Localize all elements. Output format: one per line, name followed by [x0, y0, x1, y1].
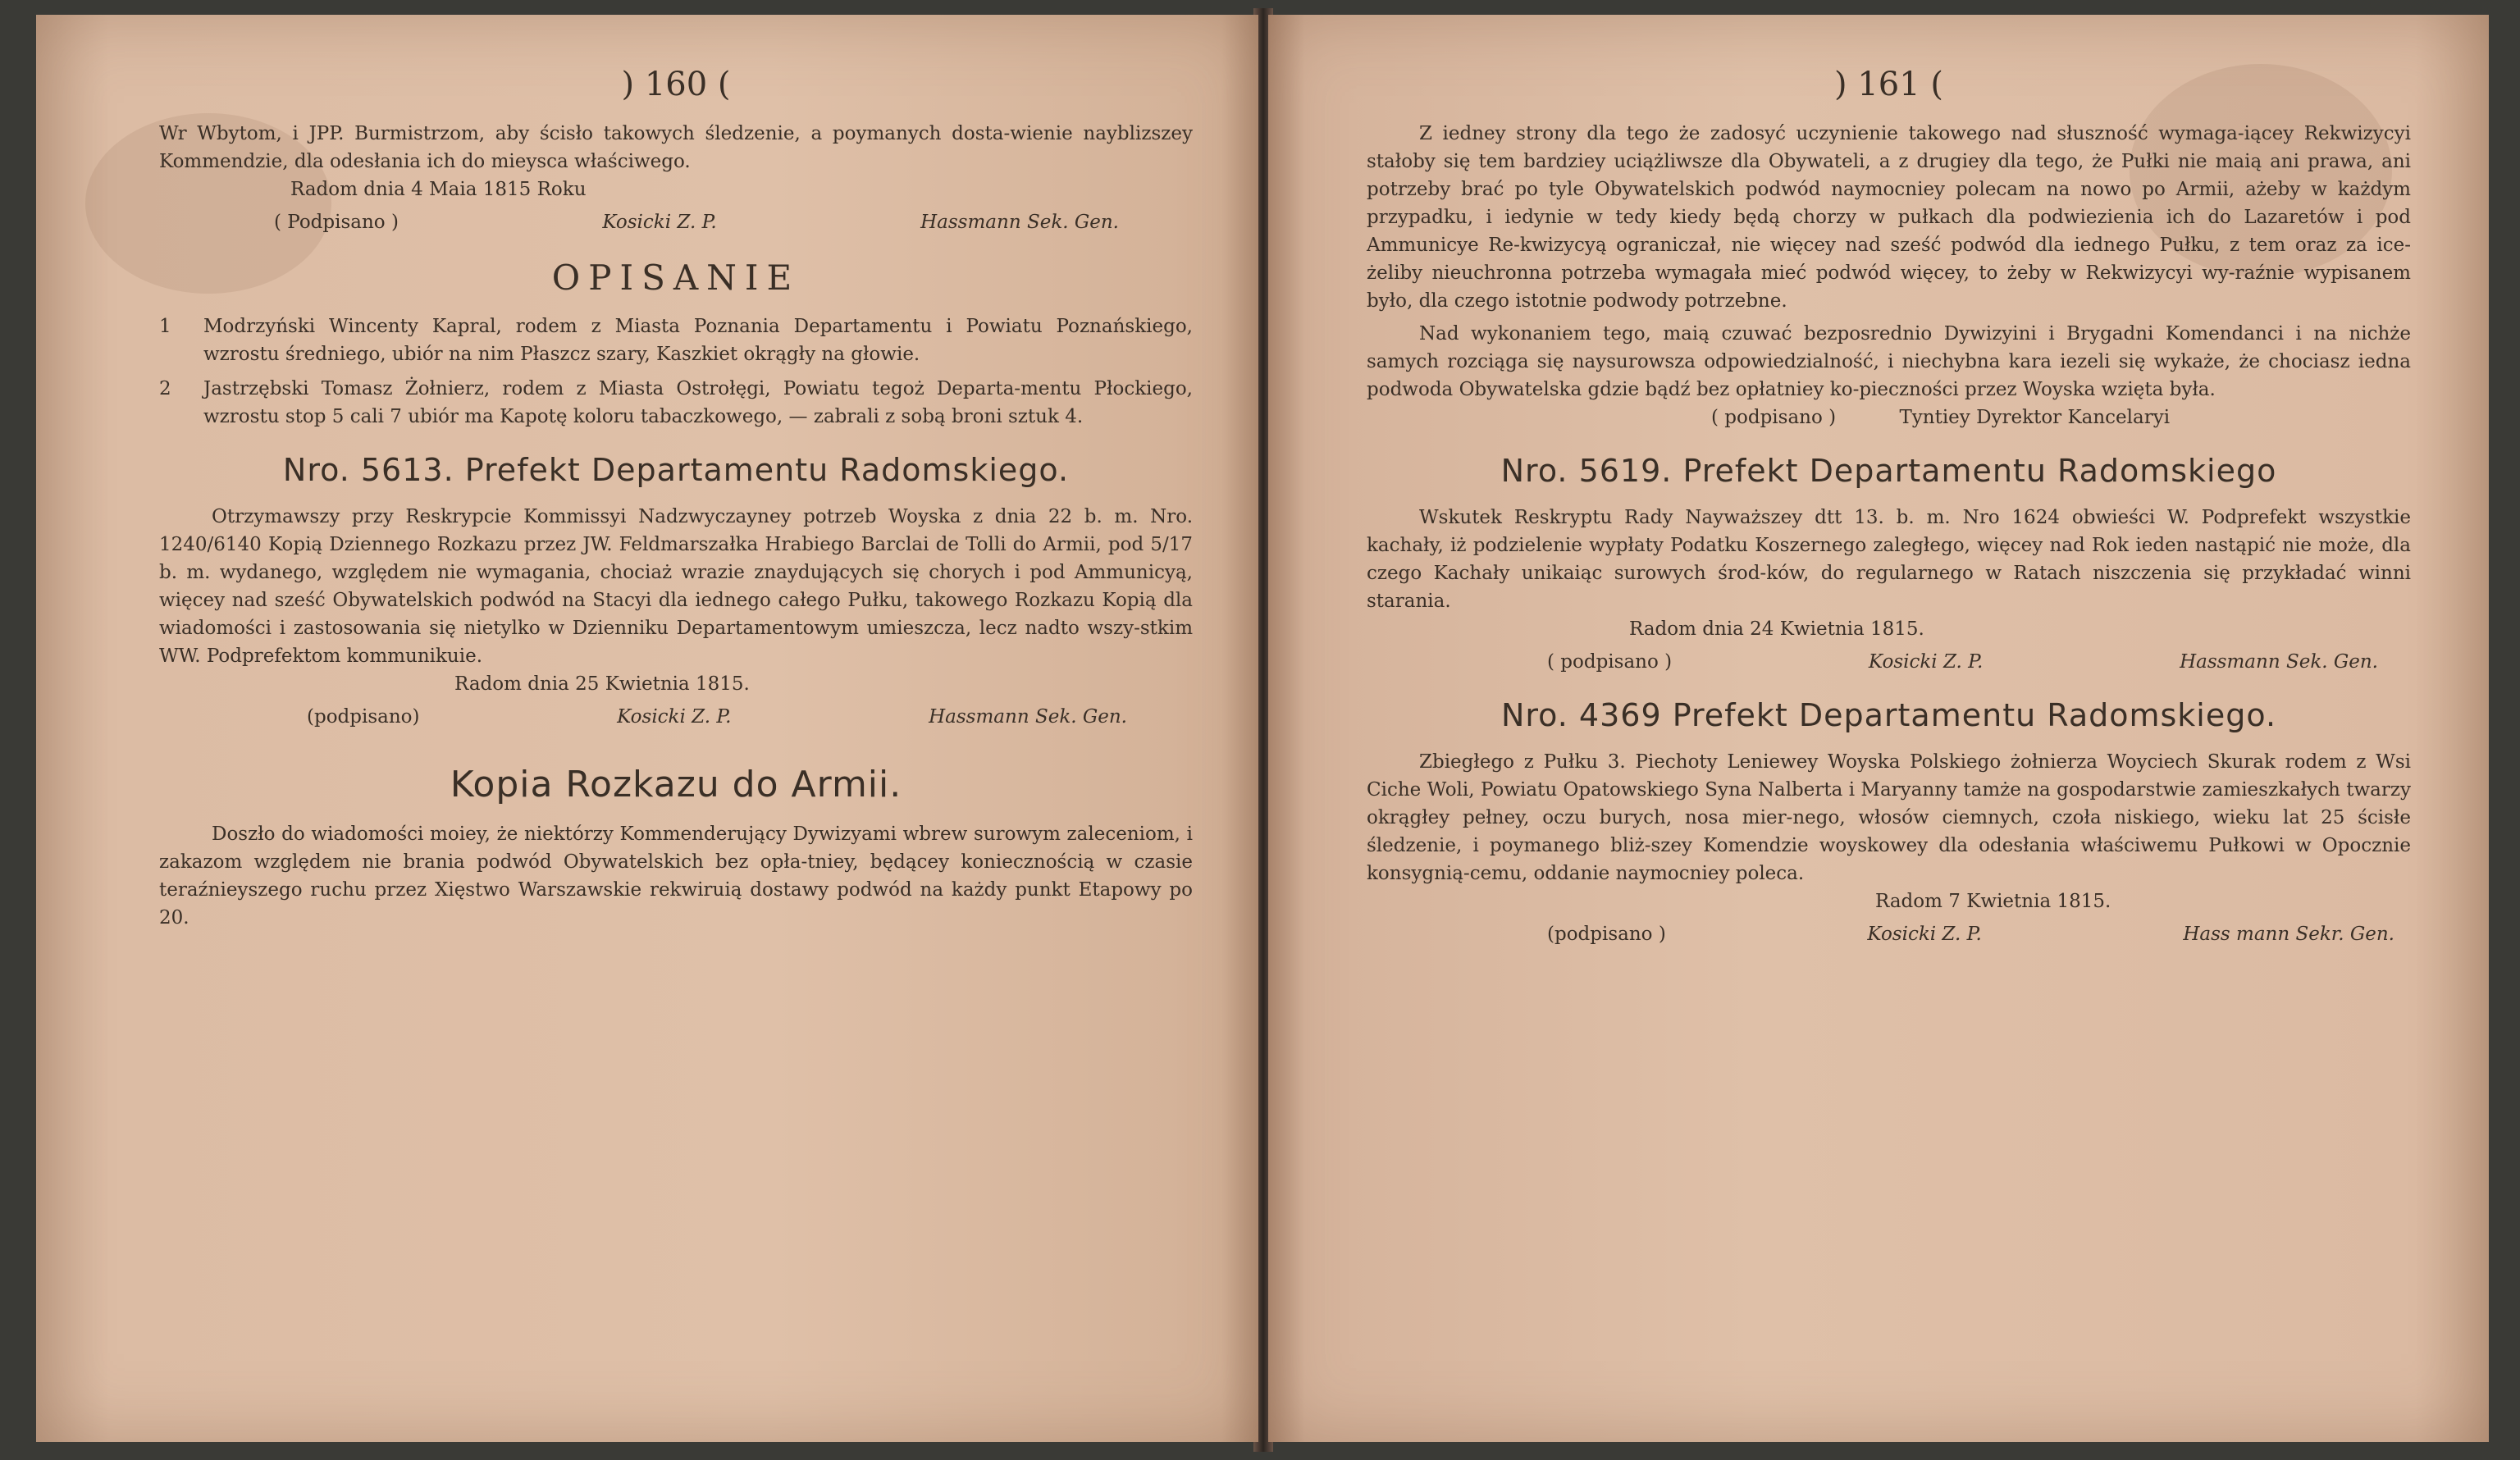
signature-line — [1367, 404, 2411, 431]
paragraph: Z iedney strony dla tego że zadosyć uczynienie takowego nad słuszność wymaga-iącey Rekwizycyi stałoby się tem bardziey uciążliwsze dla Obywateli, a z drugiey dla tego, że Pułki nie maią ani prawa, ani potrzeby brać po tyle Obywatelskich podwód naymocniey polecam na nowo po Armii, ażeby w każdym przypadku, i iedynie w tedy kiedy będą chorzy w pułkach dla podwiezienia ich do Lazaretów i pod Ammunicye Re-kwizycyą ograniczał, nie więcey nad sześć podwód dla iednego Pułku, z tem oraz za ice-żeliby nieuchronna potrzeba wymagała mieć podwód więcey, to żeby w Rekwizycyi wy-raźnie wypisanem było, dla czego istotnie podwody potrzebne. — [1367, 123, 2411, 312]
section-title: Nro. 5619. Prefekt Departamentu Radomskiego — [1500, 453, 2277, 489]
date-line: Radom dnia 24 Kwietnia 1815. — [1629, 618, 1924, 640]
signature-prefect: Kosicki Z. P. — [617, 706, 732, 728]
signature-line — [1367, 920, 2411, 948]
signature-podpisano: ( podpisano ) — [1547, 651, 1673, 673]
signature-line — [159, 208, 1193, 236]
signature-director: Tyntiey Dyrektor Kancelaryi — [1899, 407, 2171, 428]
kopia-title: Kopia Rozkazu do Armii. — [450, 764, 902, 805]
signature-podpisano: (podpisano ) — [1547, 924, 1666, 945]
section-body: Zbiegłego z Pułku 3. Piechoty Leniewey Woyska Polskiego żołnierza Woyciech Skurak rodem z Wsi Ciche Woli, Powiatu Opatowskiego Syna Nalberta i Maryanny tamże na gospodarstwie zamieszkałych twarzy okrągłey pełney, oczu burych, nosa mier-nego, włosów ciemnych, czoła niskiego, wieku lat 25 ścisłe śledzenie, i poymanego bliż-szey Komendzie woyskowey dla odesłania właściwemu Pułkowi w Opocznie konsygnią-cemu, oddanie naymocniey poleca. — [1367, 751, 2411, 884]
date-line: Radom dnia 4 Maia 1815 Roku — [290, 179, 587, 200]
section-body: Wskutek Reskryptu Rady Nayważszey dtt 13. b. m. Nro 1624 obwieści W. Podprefekt wszystkie kachały, iż podzielenie wypłaty Podatku Koszernego zaległego, więcey nad Rok ieden nastąpić nie może, dla czego Kachały unikaiąc surowych środ-ków, do regularnego w Ratach niszczenia się przykładać winni starania. — [1367, 507, 2411, 612]
signature-secretary: Hass mann Sekr. Gen. — [2183, 924, 2394, 945]
list-item — [159, 375, 1193, 431]
list-item-number: 1 — [159, 316, 171, 337]
list-item-number: 2 — [159, 378, 171, 399]
signature-line — [159, 703, 1193, 731]
signature-secretary: Hassmann Sek. Gen. — [929, 706, 1127, 728]
signature-podpisano: (podpisano) — [307, 706, 420, 728]
signature-prefect: Kosicki Z. P. — [1868, 651, 1984, 673]
section-title: Nro. 5613. Prefekt Departamentu Radomskiego. — [282, 452, 1070, 488]
list-item-text: Jastrzębski Tomasz Żołnierz, rodem z Miasta Ostrołęgi, Powiatu tegoż Departa-mentu Płockiego, wzrostu stop 5 cali 7 ubiór ma Kapotę koloru tabaczkowego, — zabrali z sobą broni sztuk 4. — [203, 378, 1193, 427]
list-item-text: Modrzyński Wincenty Kapral, rodem z Miasta Poznania Departamentu i Powiatu Poznańskiego, wzrostu średniego, ubiór na nim Płaszcz szary, Kaszkiet okrągły na głowie. — [203, 316, 1193, 365]
signature-prefect: Kosicki Z. P. — [1867, 924, 1982, 945]
date-line: Radom dnia 25 Kwietnia 1815. — [454, 673, 750, 695]
signature-secretary: Hassmann Sek. Gen. — [2180, 651, 2378, 673]
section-body: Otrzymawszy przy Reskrypcie Kommissyi Nadzwyczayney potrzeb Woyska z dnia 22 b. m. Nro. 1240/6140 Kopią Dziennego Rozkazu przez JW. Feldmarszałka Hrabiego Barclai de Tolli do Armii, pod 5/17 b. m. wydanego, względem nie wymagania, chociaż wrazie znaydujących się chorych i pod Ammunicyą, więcey nad sześć Obywatelskich podwód na Stacyi dla iednego całego Pułku, takowego Rozkazu Kopią dla wiadomości i zastosowania się nietylko w Dzienniku Departamentowym umieszcza, lecz nadto wszy-stkim WW. Podprefektom kommunikuie. — [159, 506, 1193, 667]
right-page-content — [1367, 56, 2411, 1409]
left-page — [36, 15, 1258, 1442]
page-number: ) 161 ( — [1834, 66, 1943, 103]
signature-prefect: Kosicki Z. P. — [602, 212, 717, 233]
signature-line — [1367, 648, 2411, 676]
section-title: Nro. 4369 Prefekt Departamentu Radomskiego. — [1500, 697, 2277, 733]
page-number: ) 160 ( — [621, 66, 731, 103]
left-page-content — [159, 56, 1193, 1409]
signature-podpisano: ( podpisano ) — [1711, 407, 1837, 428]
date-line: Radom 7 Kwietnia 1815. — [1875, 891, 2111, 912]
kopia-body: Doszło do wiadomości moiey, że niektórzy Kommenderujący Dywizyami wbrew surowym zaleceniom, i zakazom względem nie brania podwód Obywatelskich bez opła-tniey, będącey koniecznością w czasie teraźnieyszego ruchu przez Xięstwo Warszawskie rekwiruią dostawy podwód na każdy punkt Etapowy po 20. — [159, 824, 1193, 928]
intro-paragraph: Wr Wbytom, i JPP. Burmistrzom, aby ścisło takowych śledzenie, a poymanych dosta-wienie nayblizszey Kommendzie, dla odesłania ich do mieysca właściwego. — [159, 123, 1193, 172]
right-page — [1268, 15, 2489, 1442]
paragraph: Nad wykonaniem tego, maią czuwać bezposrednio Dywizyini i Brygadni Komendanci i na nichże samych rozciąga się naysurowsza odpowiedzialność, i niechybna kara iezeli się wykaże, że chociasz iedna podwoda Obywatelska gdzie bądź bez opłatniey ko-pieczności przez Woyska wzięta była. — [1367, 323, 2411, 400]
section-heading-opisanie: OPISANIE — [551, 258, 801, 298]
list-item — [159, 313, 1193, 368]
signature-secretary: Hassmann Sek. Gen. — [920, 212, 1119, 233]
signature-podpisano: ( Podpisano ) — [274, 212, 399, 233]
